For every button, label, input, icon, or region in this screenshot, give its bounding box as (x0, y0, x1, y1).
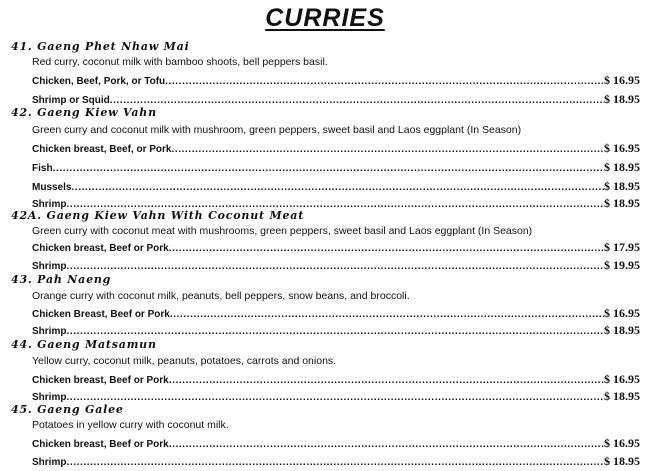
price-row (32, 258, 640, 271)
dot-leader (170, 309, 604, 320)
price-label: Shrimp (32, 392, 67, 403)
price-row (32, 389, 640, 402)
price-value: $ 16.95 (604, 436, 640, 450)
item-heading: 42. Gaeng Kiew Vahn (11, 106, 157, 119)
price-value: $ 18.95 (604, 454, 640, 468)
dot-leader (66, 392, 604, 403)
dot-leader (110, 95, 604, 106)
item-description: Red curry, coconut milk with bamboo shoots, bell peppers basil. (32, 56, 328, 68)
item-heading: 41. Gaeng Phet Nhaw Mai (11, 40, 190, 53)
dot-leader (165, 76, 604, 87)
price-row (32, 454, 640, 467)
price-value: $ 18.95 (604, 389, 640, 403)
price-value: $ 18.95 (604, 160, 640, 174)
price-value: $ 18.95 (604, 323, 640, 337)
price-label: Chicken breast, Beef or Pork (32, 375, 169, 386)
dot-leader (53, 163, 604, 174)
price-label: Chicken Breast, Beef or Pork (32, 309, 170, 320)
price-row (32, 323, 640, 336)
price-row (32, 196, 640, 209)
item-description: Yellow curry, coconut milk, peanuts, potatoes, carrots and onions. (32, 355, 337, 367)
price-label: Chicken breast, Beef, or Pork (32, 144, 172, 155)
price-label: Chicken breast, Beef or Pork (32, 243, 169, 254)
dot-leader (66, 326, 604, 337)
price-value: $ 18.95 (604, 196, 640, 210)
price-row (32, 92, 640, 105)
price-label: Shrimp (32, 261, 67, 272)
item-heading: 45. Gaeng Galee (11, 403, 124, 416)
price-row (32, 73, 640, 86)
dot-leader (172, 144, 605, 155)
price-value: $ 18.95 (604, 179, 640, 193)
price-value: $ 16.95 (604, 306, 640, 320)
item-heading: 42A. Gaeng Kiew Vahn With Coconut Meat (11, 209, 305, 222)
price-row (32, 436, 640, 449)
price-row (32, 179, 640, 192)
price-row (32, 372, 640, 385)
price-value: $ 19.95 (604, 258, 640, 272)
price-row (32, 160, 640, 173)
dot-leader (169, 439, 604, 450)
item-description: Green curry with coconut meat with mushrooms, green peppers, sweet basil and Laos eggplant (In Season) (32, 225, 533, 237)
price-value: $ 18.95 (604, 92, 640, 106)
price-label: Fish (32, 163, 53, 174)
dot-leader (66, 457, 604, 468)
dot-leader (169, 375, 604, 386)
price-label: Chicken breast, Beef or Pork (32, 439, 169, 450)
price-value: $ 16.95 (604, 372, 640, 386)
price-label: Shrimp (32, 199, 67, 210)
price-row (32, 306, 640, 319)
price-label: Shrimp (32, 326, 67, 337)
price-value: $ 17.95 (604, 240, 640, 254)
dot-leader (71, 182, 604, 193)
price-label: Shrimp (32, 457, 67, 468)
price-value: $ 16.95 (604, 73, 640, 87)
dot-leader (169, 243, 604, 254)
price-label: Shrimp or Squid (32, 95, 110, 106)
price-label: Mussels (32, 182, 72, 193)
price-row (32, 240, 640, 253)
item-description: Orange curry with coconut milk, peanuts, bell peppers, snow beans, and broccoli. (32, 290, 410, 302)
item-heading: 43. Pah Naeng (11, 273, 112, 286)
price-value: $ 16.95 (604, 141, 640, 155)
price-row (32, 141, 640, 154)
page-title: CURRIES (265, 4, 385, 32)
dot-leader (66, 261, 604, 272)
price-label: Chicken, Beef, Pork, or Tofu (32, 76, 166, 87)
item-heading: 44. Gaeng Matsamun (11, 338, 157, 351)
item-description: Potatoes in yellow curry with coconut milk. (32, 419, 229, 431)
item-description: Green curry and coconut milk with mushroom, green peppers, sweet basil and Laos eggplant (In Season) (32, 124, 522, 136)
